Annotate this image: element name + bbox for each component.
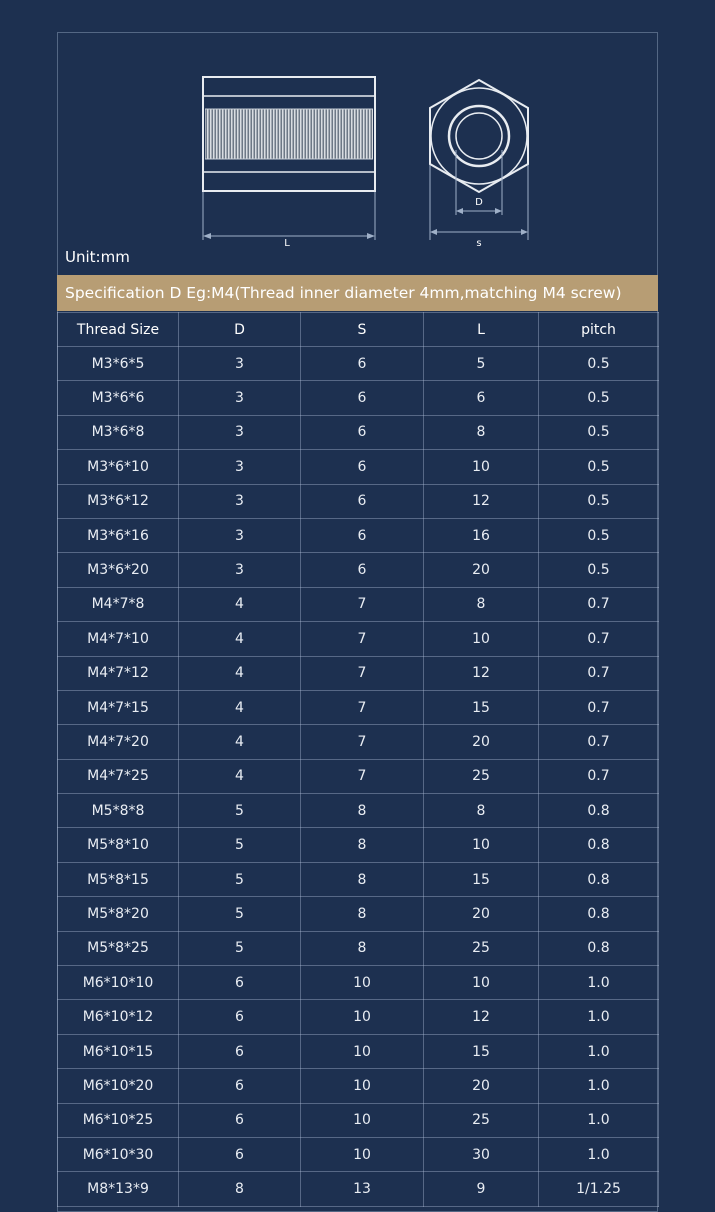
s-cell: 8: [301, 828, 424, 862]
header-pitch: pitch: [539, 313, 659, 347]
l-cell: 30: [424, 1137, 539, 1171]
table-row: [58, 347, 659, 381]
pitch-cell: 0.5: [539, 381, 659, 415]
s-cell: 13: [301, 1172, 424, 1206]
s-cell: 8: [301, 931, 424, 965]
s-cell: 10: [301, 1069, 424, 1103]
d-cell: 5: [179, 828, 301, 862]
l-cell: 20: [424, 553, 539, 587]
specification-banner: [57, 275, 658, 311]
inner-diameter-label: D: [475, 197, 483, 208]
d-cell: 6: [179, 966, 301, 1000]
pitch-cell: 0.7: [539, 759, 659, 793]
thread-size-cell: M3*6*20: [58, 553, 179, 587]
pitch-cell: 0.8: [539, 828, 659, 862]
d-cell: 4: [179, 759, 301, 793]
table-row: [58, 725, 659, 759]
header-thread-size: Thread Size: [58, 313, 179, 347]
d-cell: 4: [179, 622, 301, 656]
l-cell: 20: [424, 725, 539, 759]
s-cell: 10: [301, 1137, 424, 1171]
length-label: L: [284, 238, 290, 249]
across-flats-label: s: [476, 238, 482, 249]
thread-size-cell: M5*8*25: [58, 931, 179, 965]
thread-size-cell: M4*7*25: [58, 759, 179, 793]
pitch-cell: 0.5: [539, 518, 659, 552]
l-cell: 5: [424, 347, 539, 381]
table-row: [58, 828, 659, 862]
d-cell: 5: [179, 931, 301, 965]
d-cell: 6: [179, 1000, 301, 1034]
l-cell: 10: [424, 966, 539, 1000]
side-view-drawing: [203, 77, 375, 240]
d-cell: 3: [179, 484, 301, 518]
l-cell: 10: [424, 622, 539, 656]
thread-size-cell: M3*6*10: [58, 450, 179, 484]
thread-size-cell: M5*8*20: [58, 897, 179, 931]
d-cell: 3: [179, 518, 301, 552]
thread-size-cell: M6*10*30: [58, 1137, 179, 1171]
table-header-row: [58, 313, 659, 347]
pitch-cell: 0.8: [539, 931, 659, 965]
table-row: [58, 1103, 659, 1137]
pitch-cell: 0.8: [539, 897, 659, 931]
pitch-cell: 1.0: [539, 1000, 659, 1034]
thread-size-cell: M3*6*6: [58, 381, 179, 415]
table-row: [58, 1137, 659, 1171]
specification-table: [57, 312, 659, 1207]
d-cell: 6: [179, 1069, 301, 1103]
header-s: S: [301, 313, 424, 347]
table-row: [58, 381, 659, 415]
d-cell: 8: [179, 1172, 301, 1206]
d-cell: 4: [179, 725, 301, 759]
table-row: [58, 1034, 659, 1068]
s-cell: 10: [301, 1103, 424, 1137]
unit-label: Unit:mm: [65, 248, 130, 266]
d-cell: 4: [179, 690, 301, 724]
thread-size-cell: M5*8*8: [58, 794, 179, 828]
l-cell: 25: [424, 931, 539, 965]
pitch-cell: 1.0: [539, 1034, 659, 1068]
thread-size-cell: M3*6*12: [58, 484, 179, 518]
l-cell: 9: [424, 1172, 539, 1206]
d-cell: 6: [179, 1034, 301, 1068]
l-cell: 25: [424, 759, 539, 793]
l-cell: 8: [424, 794, 539, 828]
table-row: [58, 690, 659, 724]
thread-size-cell: M6*10*25: [58, 1103, 179, 1137]
table-row: [58, 450, 659, 484]
header-l: L: [424, 313, 539, 347]
l-cell: 12: [424, 484, 539, 518]
d-cell: 4: [179, 587, 301, 621]
thread-size-cell: M3*6*5: [58, 347, 179, 381]
d-cell: 6: [179, 1137, 301, 1171]
d-cell: 5: [179, 862, 301, 896]
pitch-cell: 1.0: [539, 1103, 659, 1137]
table-row: [58, 931, 659, 965]
thread-size-cell: M3*6*8: [58, 415, 179, 449]
s-cell: 6: [301, 347, 424, 381]
s-cell: 6: [301, 381, 424, 415]
d-cell: 5: [179, 897, 301, 931]
table-row: [58, 794, 659, 828]
l-cell: 15: [424, 1034, 539, 1068]
s-cell: 8: [301, 794, 424, 828]
pitch-cell: 0.5: [539, 553, 659, 587]
pitch-cell: 0.7: [539, 622, 659, 656]
pitch-cell: 0.7: [539, 656, 659, 690]
d-cell: 3: [179, 381, 301, 415]
table-row: [58, 897, 659, 931]
s-cell: 7: [301, 690, 424, 724]
l-cell: 20: [424, 897, 539, 931]
l-cell: 8: [424, 587, 539, 621]
s-cell: 10: [301, 1034, 424, 1068]
l-cell: 16: [424, 518, 539, 552]
table-row: [58, 1000, 659, 1034]
table-row: [58, 1069, 659, 1103]
table-row: [58, 759, 659, 793]
thread-size-cell: M6*10*15: [58, 1034, 179, 1068]
thread-size-cell: M6*10*10: [58, 966, 179, 1000]
table-row: [58, 862, 659, 896]
l-cell: 15: [424, 690, 539, 724]
s-cell: 6: [301, 484, 424, 518]
d-cell: 3: [179, 415, 301, 449]
pitch-cell: 1.0: [539, 1137, 659, 1171]
d-cell: 5: [179, 794, 301, 828]
d-cell: 3: [179, 553, 301, 587]
d-cell: 3: [179, 347, 301, 381]
s-cell: 6: [301, 518, 424, 552]
standoff-diagram: [0, 0, 715, 250]
d-cell: 3: [179, 450, 301, 484]
table-row: [58, 484, 659, 518]
thread-size-cell: M4*7*10: [58, 622, 179, 656]
table-row: [58, 966, 659, 1000]
thread-size-cell: M4*7*8: [58, 587, 179, 621]
d-cell: 6: [179, 1103, 301, 1137]
thread-size-cell: M4*7*15: [58, 690, 179, 724]
pitch-cell: 0.7: [539, 690, 659, 724]
s-cell: 8: [301, 897, 424, 931]
s-cell: 6: [301, 415, 424, 449]
thread-size-cell: M3*6*16: [58, 518, 179, 552]
thread-size-cell: M4*7*20: [58, 725, 179, 759]
l-cell: 20: [424, 1069, 539, 1103]
thread-size-cell: M6*10*12: [58, 1000, 179, 1034]
pitch-cell: 0.8: [539, 862, 659, 896]
pitch-cell: 0.5: [539, 415, 659, 449]
table-row: [58, 656, 659, 690]
table-row: [58, 553, 659, 587]
d-cell: 4: [179, 656, 301, 690]
thread-size-cell: M5*8*10: [58, 828, 179, 862]
l-cell: 12: [424, 1000, 539, 1034]
l-cell: 10: [424, 828, 539, 862]
pitch-cell: 0.5: [539, 347, 659, 381]
pitch-cell: 0.5: [539, 484, 659, 518]
l-cell: 12: [424, 656, 539, 690]
table-row: [58, 415, 659, 449]
pitch-cell: 0.5: [539, 450, 659, 484]
s-cell: 6: [301, 553, 424, 587]
s-cell: 7: [301, 587, 424, 621]
s-cell: 6: [301, 450, 424, 484]
pitch-cell: 0.8: [539, 794, 659, 828]
l-cell: 6: [424, 381, 539, 415]
table-row: [58, 622, 659, 656]
thread-size-cell: M6*10*20: [58, 1069, 179, 1103]
s-cell: 7: [301, 759, 424, 793]
end-view-drawing: [430, 80, 528, 240]
thread-size-cell: M5*8*15: [58, 862, 179, 896]
table-row: [58, 1172, 659, 1206]
l-cell: 10: [424, 450, 539, 484]
thread-size-cell: M8*13*9: [58, 1172, 179, 1206]
l-cell: 8: [424, 415, 539, 449]
l-cell: 15: [424, 862, 539, 896]
s-cell: 7: [301, 622, 424, 656]
specification-banner-text: Specification D Eg:M4(Thread inner diameter 4mm,matching M4 screw): [65, 284, 622, 302]
s-cell: 8: [301, 862, 424, 896]
header-d: D: [179, 313, 301, 347]
pitch-cell: 1/1.25: [539, 1172, 659, 1206]
s-cell: 10: [301, 966, 424, 1000]
s-cell: 7: [301, 725, 424, 759]
s-cell: 10: [301, 1000, 424, 1034]
l-cell: 25: [424, 1103, 539, 1137]
pitch-cell: 0.7: [539, 725, 659, 759]
pitch-cell: 0.7: [539, 587, 659, 621]
table-row: [58, 518, 659, 552]
thread-size-cell: M4*7*12: [58, 656, 179, 690]
table-row: [58, 587, 659, 621]
pitch-cell: 1.0: [539, 1069, 659, 1103]
pitch-cell: 1.0: [539, 966, 659, 1000]
s-cell: 7: [301, 656, 424, 690]
